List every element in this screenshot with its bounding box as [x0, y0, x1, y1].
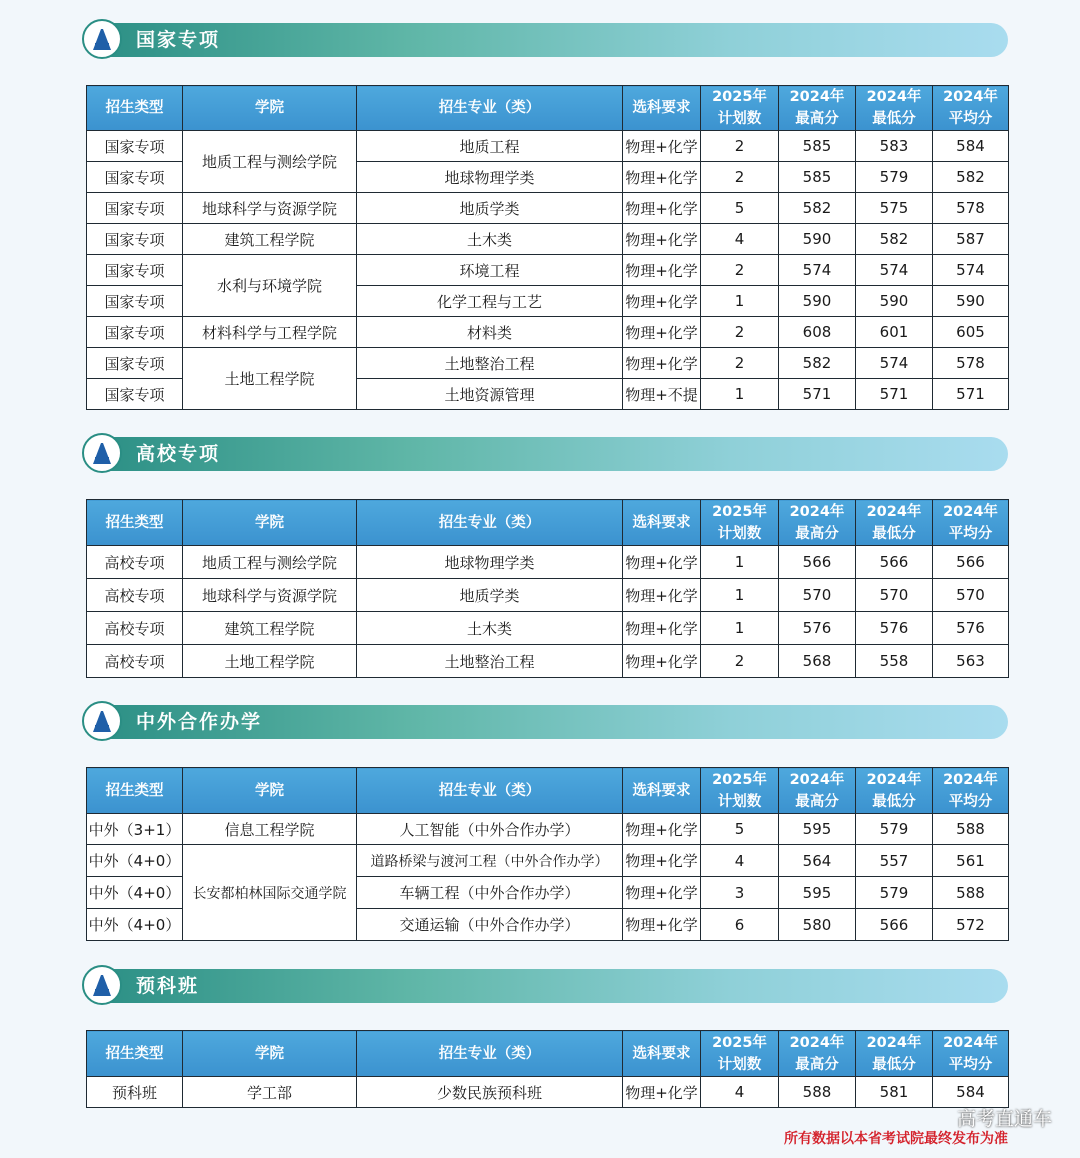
header-max: 2024年 最高分 [779, 500, 856, 546]
header-plan: 2025年 计划数 [701, 1031, 779, 1077]
cell-min: 558 [856, 645, 933, 678]
university-logo-icon [82, 701, 122, 741]
cell-type: 中外（4+0） [87, 877, 183, 909]
cell-college: 信息工程学院 [183, 814, 357, 845]
header-major: 招生专业（类） [357, 1031, 623, 1077]
cell-min: 582 [856, 224, 933, 255]
cell-subject: 物理+不提 [623, 379, 701, 410]
cell-subject: 物理+化学 [623, 814, 701, 845]
cell-major: 道路桥梁与渡河工程（中外合作办学） [357, 845, 623, 877]
cell-avg: 561 [933, 845, 1009, 877]
table-row [87, 317, 1009, 348]
table-header-row [87, 768, 1009, 814]
table-row [87, 546, 1009, 579]
cell-major: 地球物理学类 [357, 546, 623, 579]
cell-avg: 563 [933, 645, 1009, 678]
university-logo-icon [82, 19, 122, 59]
cell-max: 576 [779, 612, 856, 645]
cell-college: 地球科学与资源学院 [183, 193, 357, 224]
cell-min: 576 [856, 612, 933, 645]
cell-max: 582 [779, 348, 856, 379]
cell-plan: 5 [701, 193, 779, 224]
cell-subject: 物理+化学 [623, 317, 701, 348]
cell-type: 国家专项 [87, 379, 183, 410]
cell-min: 590 [856, 286, 933, 317]
header-plan: 2025年 计划数 [701, 768, 779, 814]
cell-type: 国家专项 [87, 348, 183, 379]
header-min: 2024年 最低分 [856, 86, 933, 131]
cell-max: 585 [779, 162, 856, 193]
cell-min: 574 [856, 348, 933, 379]
header-plan: 2025年 计划数 [701, 500, 779, 546]
cell-major: 地质学类 [357, 193, 623, 224]
cell-type: 国家专项 [87, 286, 183, 317]
table-row [87, 612, 1009, 645]
cell-plan: 2 [701, 131, 779, 162]
header-subject: 选科要求 [623, 500, 701, 546]
preparatory-table [86, 1030, 1009, 1108]
cell-plan: 1 [701, 379, 779, 410]
footnote-text: 所有数据以本省考试院最终发布为准 [784, 1131, 1008, 1147]
cell-min: 579 [856, 162, 933, 193]
cell-subject: 物理+化学 [623, 1077, 701, 1108]
cell-max: 580 [779, 909, 856, 941]
cell-avg: 566 [933, 546, 1009, 579]
cell-type: 国家专项 [87, 193, 183, 224]
cell-type: 高校专项 [87, 579, 183, 612]
cell-max: 566 [779, 546, 856, 579]
cell-min: 575 [856, 193, 933, 224]
cell-type: 高校专项 [87, 612, 183, 645]
table-row [87, 348, 1009, 379]
header-avg: 2024年 平均分 [933, 1031, 1009, 1077]
header-avg: 2024年 平均分 [933, 768, 1009, 814]
university-special-table [86, 499, 1009, 678]
cell-min: 583 [856, 131, 933, 162]
cell-avg: 588 [933, 877, 1009, 909]
cell-subject: 物理+化学 [623, 909, 701, 941]
cell-plan: 3 [701, 877, 779, 909]
cell-max: 595 [779, 877, 856, 909]
cell-max: 570 [779, 579, 856, 612]
cell-major: 地质工程 [357, 131, 623, 162]
header-min: 2024年 最低分 [856, 768, 933, 814]
cell-type: 国家专项 [87, 224, 183, 255]
header-type: 招生类型 [87, 768, 183, 814]
cell-subject: 物理+化学 [623, 162, 701, 193]
header-max: 2024年 最高分 [779, 1031, 856, 1077]
header-min: 2024年 最低分 [856, 500, 933, 546]
cell-max: 608 [779, 317, 856, 348]
header-college: 学院 [183, 500, 357, 546]
cell-avg: 588 [933, 814, 1009, 845]
section-banner-national [86, 23, 1008, 57]
header-college: 学院 [183, 86, 357, 131]
section-title: 高校专项 [136, 443, 221, 465]
cell-plan: 1 [701, 546, 779, 579]
cell-college: 长安都柏林国际交通学院 [183, 845, 357, 941]
cell-min: 579 [856, 814, 933, 845]
cell-type: 中外（3+1） [87, 814, 183, 845]
cell-major: 车辆工程（中外合作办学） [357, 877, 623, 909]
cell-type: 高校专项 [87, 645, 183, 678]
header-type: 招生类型 [87, 86, 183, 131]
cell-college: 土地工程学院 [183, 348, 357, 410]
university-logo-icon [82, 965, 122, 1005]
cell-major: 材料类 [357, 317, 623, 348]
section-banner-preparatory [86, 969, 1008, 1003]
cell-major: 人工智能（中外合作办学） [357, 814, 623, 845]
header-plan: 2025年 计划数 [701, 86, 779, 131]
table-row [87, 645, 1009, 678]
cell-avg: 578 [933, 193, 1009, 224]
cell-major: 土地整治工程 [357, 348, 623, 379]
cell-type: 国家专项 [87, 131, 183, 162]
cell-avg: 582 [933, 162, 1009, 193]
cell-type: 中外（4+0） [87, 845, 183, 877]
table-header-row [87, 1031, 1009, 1077]
cell-college: 地球科学与资源学院 [183, 579, 357, 612]
cell-college: 材料科学与工程学院 [183, 317, 357, 348]
cell-subject: 物理+化学 [623, 877, 701, 909]
cell-college: 学工部 [183, 1077, 357, 1108]
cell-max: 595 [779, 814, 856, 845]
header-subject: 选科要求 [623, 1031, 701, 1077]
cell-plan: 1 [701, 579, 779, 612]
cell-subject: 物理+化学 [623, 579, 701, 612]
cell-plan: 2 [701, 348, 779, 379]
cell-subject: 物理+化学 [623, 193, 701, 224]
cell-max: 564 [779, 845, 856, 877]
header-college: 学院 [183, 1031, 357, 1077]
cell-plan: 2 [701, 162, 779, 193]
table-row [87, 193, 1009, 224]
cell-plan: 2 [701, 317, 779, 348]
cell-college: 土地工程学院 [183, 645, 357, 678]
table-row [87, 131, 1009, 162]
cell-avg: 605 [933, 317, 1009, 348]
cell-avg: 576 [933, 612, 1009, 645]
table-row [87, 255, 1009, 286]
cell-major: 地质学类 [357, 579, 623, 612]
cell-subject: 物理+化学 [623, 612, 701, 645]
header-max: 2024年 最高分 [779, 86, 856, 131]
cell-avg: 590 [933, 286, 1009, 317]
cell-min: 571 [856, 379, 933, 410]
cell-max: 574 [779, 255, 856, 286]
cell-type: 国家专项 [87, 162, 183, 193]
cell-max: 588 [779, 1077, 856, 1108]
cell-min: 566 [856, 546, 933, 579]
cell-max: 571 [779, 379, 856, 410]
cell-major: 环境工程 [357, 255, 623, 286]
cell-plan: 1 [701, 286, 779, 317]
cell-type: 高校专项 [87, 546, 183, 579]
cell-subject: 物理+化学 [623, 348, 701, 379]
cell-plan: 2 [701, 645, 779, 678]
section-title: 预科班 [136, 975, 200, 997]
table-row [87, 845, 1009, 877]
table-header-row [87, 500, 1009, 546]
table-row [87, 814, 1009, 845]
cell-type: 预科班 [87, 1077, 183, 1108]
cell-avg: 570 [933, 579, 1009, 612]
table-row [87, 224, 1009, 255]
cell-min: 566 [856, 909, 933, 941]
header-min: 2024年 最低分 [856, 1031, 933, 1077]
section-banner-sino-foreign [86, 705, 1008, 739]
cell-subject: 物理+化学 [623, 224, 701, 255]
cell-plan: 2 [701, 255, 779, 286]
header-avg: 2024年 平均分 [933, 86, 1009, 131]
cell-major: 交通运输（中外合作办学） [357, 909, 623, 941]
cell-subject: 物理+化学 [623, 845, 701, 877]
cell-plan: 4 [701, 224, 779, 255]
cell-plan: 6 [701, 909, 779, 941]
cell-min: 581 [856, 1077, 933, 1108]
cell-max: 590 [779, 286, 856, 317]
cell-avg: 578 [933, 348, 1009, 379]
header-major: 招生专业（类） [357, 500, 623, 546]
cell-subject: 物理+化学 [623, 546, 701, 579]
watermark-text: 高考直通车 [956, 1108, 1052, 1130]
section-title: 国家专项 [136, 29, 221, 51]
header-type: 招生类型 [87, 1031, 183, 1077]
cell-avg: 587 [933, 224, 1009, 255]
cell-type: 国家专项 [87, 255, 183, 286]
section-title: 中外合作办学 [136, 711, 263, 733]
cell-avg: 574 [933, 255, 1009, 286]
cell-min: 601 [856, 317, 933, 348]
cell-major: 土地资源管理 [357, 379, 623, 410]
header-type: 招生类型 [87, 500, 183, 546]
header-max: 2024年 最高分 [779, 768, 856, 814]
cell-avg: 571 [933, 379, 1009, 410]
cell-college: 水利与环境学院 [183, 255, 357, 317]
cell-min: 574 [856, 255, 933, 286]
cell-major: 少数民族预科班 [357, 1077, 623, 1108]
cell-subject: 物理+化学 [623, 131, 701, 162]
cell-type: 中外（4+0） [87, 909, 183, 941]
cell-major: 化学工程与工艺 [357, 286, 623, 317]
table-row [87, 1077, 1009, 1108]
header-avg: 2024年 平均分 [933, 500, 1009, 546]
cell-plan: 5 [701, 814, 779, 845]
cell-major: 土木类 [357, 224, 623, 255]
cell-subject: 物理+化学 [623, 255, 701, 286]
cell-plan: 4 [701, 1077, 779, 1108]
cell-subject: 物理+化学 [623, 286, 701, 317]
cell-max: 590 [779, 224, 856, 255]
national-special-table [86, 85, 1009, 410]
cell-min: 570 [856, 579, 933, 612]
cell-min: 579 [856, 877, 933, 909]
cell-college: 地质工程与测绘学院 [183, 546, 357, 579]
cell-college: 地质工程与测绘学院 [183, 131, 357, 193]
sino-foreign-table [86, 767, 1009, 941]
table-header-row [87, 86, 1009, 131]
cell-max: 582 [779, 193, 856, 224]
cell-min: 557 [856, 845, 933, 877]
cell-college: 建筑工程学院 [183, 612, 357, 645]
cell-subject: 物理+化学 [623, 645, 701, 678]
cell-plan: 1 [701, 612, 779, 645]
cell-max: 585 [779, 131, 856, 162]
cell-major: 土地整治工程 [357, 645, 623, 678]
cell-avg: 572 [933, 909, 1009, 941]
cell-plan: 4 [701, 845, 779, 877]
section-banner-university [86, 437, 1008, 471]
cell-major: 地球物理学类 [357, 162, 623, 193]
cell-type: 国家专项 [87, 317, 183, 348]
header-subject: 选科要求 [623, 86, 701, 131]
header-college: 学院 [183, 768, 357, 814]
cell-college: 建筑工程学院 [183, 224, 357, 255]
cell-avg: 584 [933, 1077, 1009, 1108]
cell-max: 568 [779, 645, 856, 678]
header-major: 招生专业（类） [357, 768, 623, 814]
university-logo-icon [82, 433, 122, 473]
header-subject: 选科要求 [623, 768, 701, 814]
cell-major: 土木类 [357, 612, 623, 645]
table-row [87, 579, 1009, 612]
header-major: 招生专业（类） [357, 86, 623, 131]
cell-avg: 584 [933, 131, 1009, 162]
